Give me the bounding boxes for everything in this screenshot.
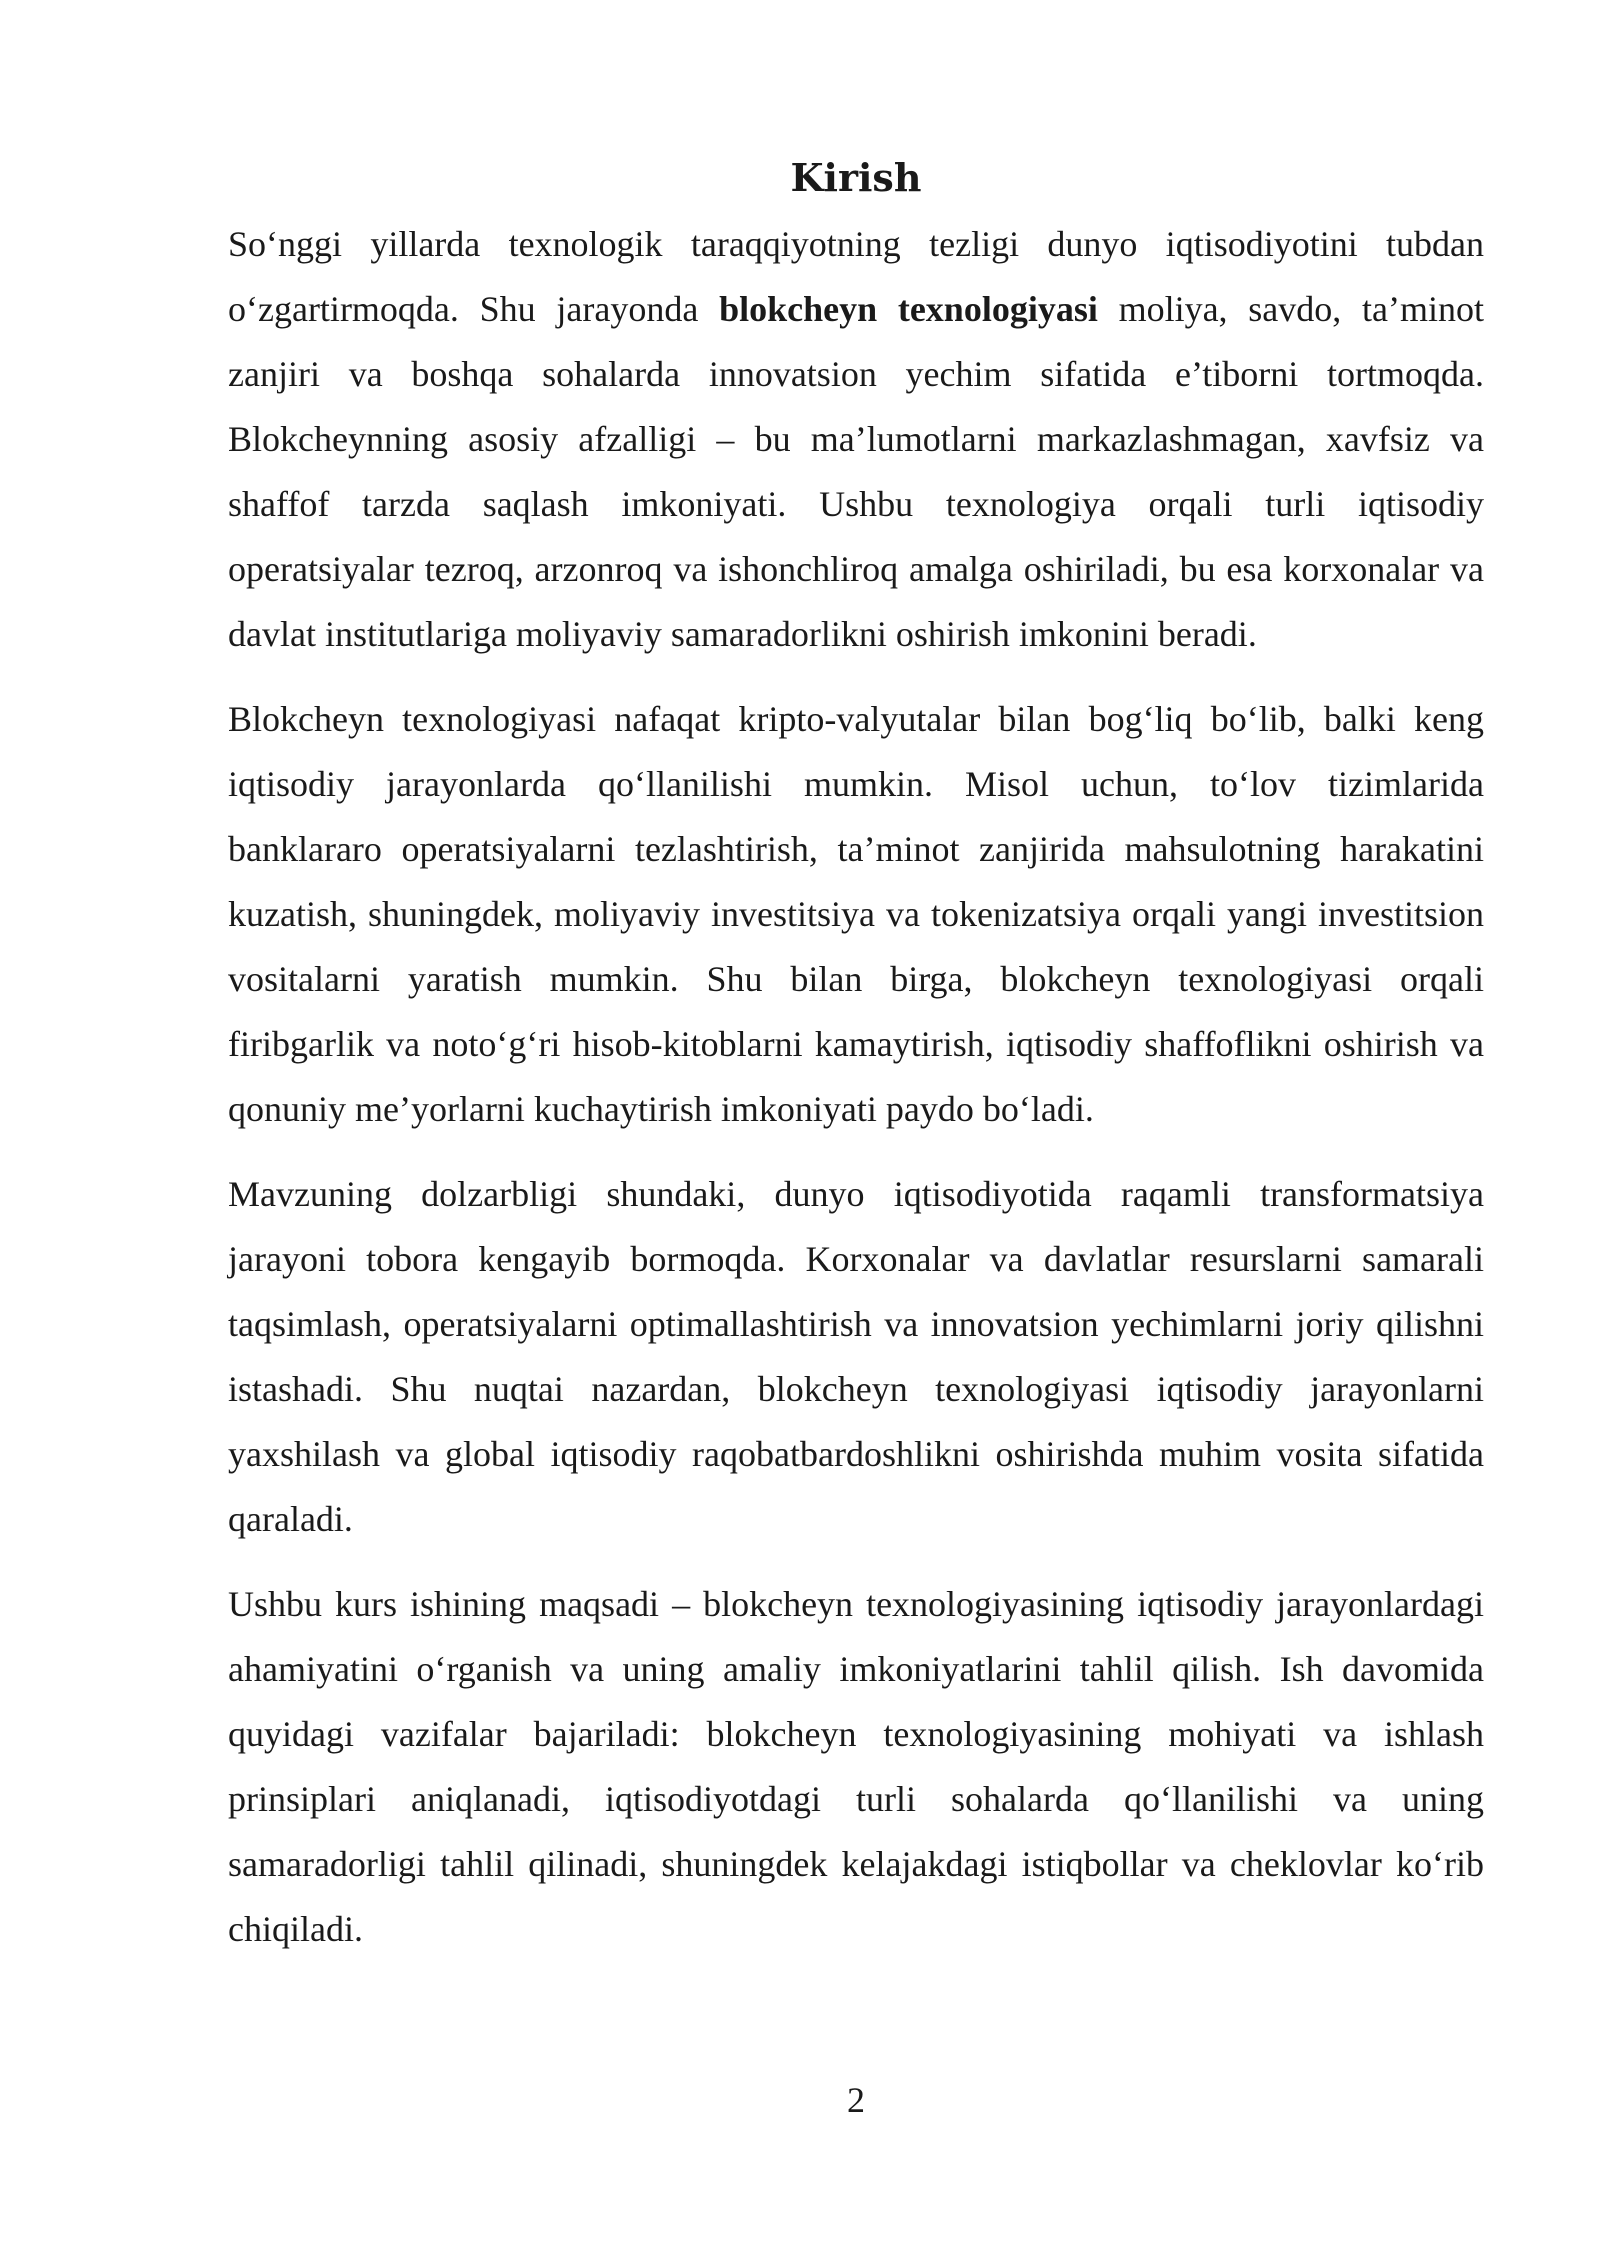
paragraph-introduction [228,212,1484,667]
paragraph-applications: Blokcheyn texnologiyasi nafaqat kripto-valyutalar bilan bog‘liq bo‘lib, balki keng iqtisodiy jarayonlarda qo‘llanilishi mumkin. Misol uchun, to‘lov tizimlarida banklararo operatsiyalarni tezlashtirish, ta’minot zanjirida mahsulotning harakatini kuzatish, shuningdek, moliyaviy investitsiya va tokenizatsiya orqali yangi investitsion vositalarni yaratish mumkin. Shu bilan birga, blokcheyn texnologiyasi orqali firibgarlik va noto‘g‘ri hisob-kitoblarni kamaytirish, iqtisodiy shaffoflikni oshirish va qonuniy me’yorlarni kuchaytirish imkoniyati paydo bo‘ladi. [228,699,1484,1129]
page-number: 2 [847,2080,865,2120]
section-title: Kirish [790,155,922,200]
paragraph-relevance: Mavzuning dolzarbligi shundaki, dunyo iqtisodiyotida raqamli transformatsiya jarayoni tobora kengayib bormoqda. Korxonalar va davlatlar resurslarni samarali taqsimlash, operatsiyalarni optimallashtirish va innovatsion yechimlarni joriy qilishni istashadi. Shu nuqtai nazardan, blokcheyn texnologiyasi iqtisodiy jarayonlarni yaxshilash va global iqtisodiy raqobatbardoshlikni oshirishda muhim vosita sifatida qaraladi. [228,1174,1484,1539]
paragraph-text: So‘nggi yillarda texnologik taraqqiyotning tezligi dunyo iqtisodiyotini tubdan o‘zgartirmoqda. Shu jarayonda [228,224,1484,329]
bold-term: blokcheyn texnologiyasi [719,289,1098,329]
paragraph-objective: Ushbu kurs ishining maqsadi – blokcheyn texnologiyasining iqtisodiy jarayonlardagi ahamiyatini o‘rganish va uning amaliy imkoniyatlarini tahlil qilish. Ish davomida quyidagi vazifalar bajariladi: blokcheyn texnologiyasining mohiyati va ishlash prinsiplari aniqlanadi, iqtisodiyotdagi turli sohalarda qo‘llanilishi va uning samaradorligi tahlil qilinadi, shuningdek kelajakdagi istiqbollar va cheklovlar ko‘rib chiqiladi. [228,1584,1484,1949]
document-body [228,212,1484,1982]
paragraph-text: moliya, savdo, ta’minot zanjiri va boshqa sohalarda innovatsion yechim sifatida e’tiborni tortmoqda. Blokcheynning asosiy afzalligi – bu ma’lumotlarni markazlashmagan, xavfsiz va shaffof tarzda saqlash imkoniyati. Ushbu texnologiya orqali turli iqtisodiy operatsiyalar tezroq, arzonroq va ishonchliroq amalga oshiriladi, bu esa korxonalar va davlat institutlariga moliyaviy samaradorlikni oshirish imkonini beradi. [228,289,1484,654]
